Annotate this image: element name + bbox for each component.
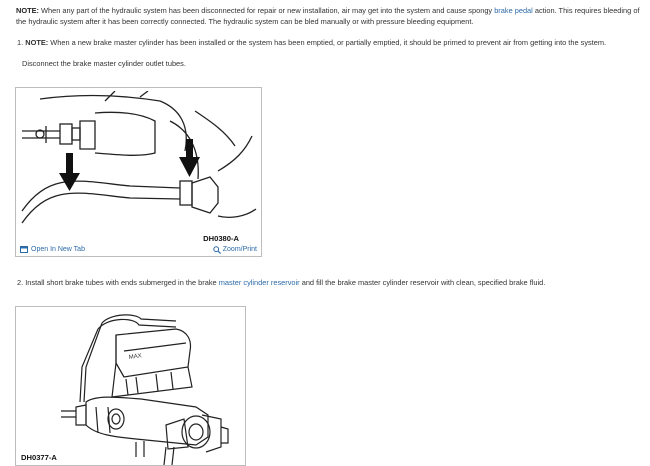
step-1-note-label: NOTE: — [25, 38, 49, 47]
open-new-tab-icon — [20, 246, 28, 253]
step-2 — [17, 277, 637, 288]
step-2-number: 2. — [17, 278, 24, 287]
step-2-text-after: and fill the brake master cylinder reservoir with clean, specified brake fluid. — [299, 278, 546, 287]
reservoir-max-mark: MAX — [128, 353, 143, 361]
master-cylinder-illustration — [16, 307, 245, 466]
step-2-text-before: Install short brake tubes with ends submerged in the brake — [23, 278, 219, 287]
outlet-tubes-illustration — [20, 91, 258, 231]
master-cylinder-reservoir-link[interactable]: master cylinder reservoir — [218, 278, 300, 287]
figure-dh0377 — [15, 306, 246, 466]
figure-code: DH0380-A — [203, 234, 239, 243]
step-1-substep: Disconnect the brake master cylinder outlet tubes. — [22, 59, 186, 68]
open-in-new-tab-link[interactable] — [20, 244, 85, 255]
hydraulic-note — [16, 5, 644, 27]
zoom-print-label: Zoom/Print — [222, 246, 257, 253]
figure-code-2: DH0377-A — [21, 453, 57, 462]
step-1-number: 1. — [17, 38, 24, 47]
note-text-before: When any part of the hydraulic system has been disconnected for repair or new installation, air may get into the system and cause spongy — [39, 6, 495, 15]
zoom-print-link[interactable] — [213, 244, 257, 255]
figure-dh0380 — [15, 87, 262, 257]
brake-pedal-link[interactable]: brake pedal — [494, 6, 533, 15]
note-label: NOTE: — [16, 6, 39, 15]
open-in-new-tab-label: Open In New Tab — [31, 246, 85, 253]
step-1-text: When a new brake master cylinder has been installed or the system has been emptied, or partially emptied, it should be primed to prevent air from getting into the system. — [48, 38, 607, 47]
note-text-after: action. This requires bleeding of the hydraulic system after it has been correctly connected. The hydraulic system can be bled manually or with pressure bleeding equipment. — [16, 6, 640, 26]
step-1 — [17, 37, 637, 48]
magnifier-icon — [213, 246, 221, 254]
